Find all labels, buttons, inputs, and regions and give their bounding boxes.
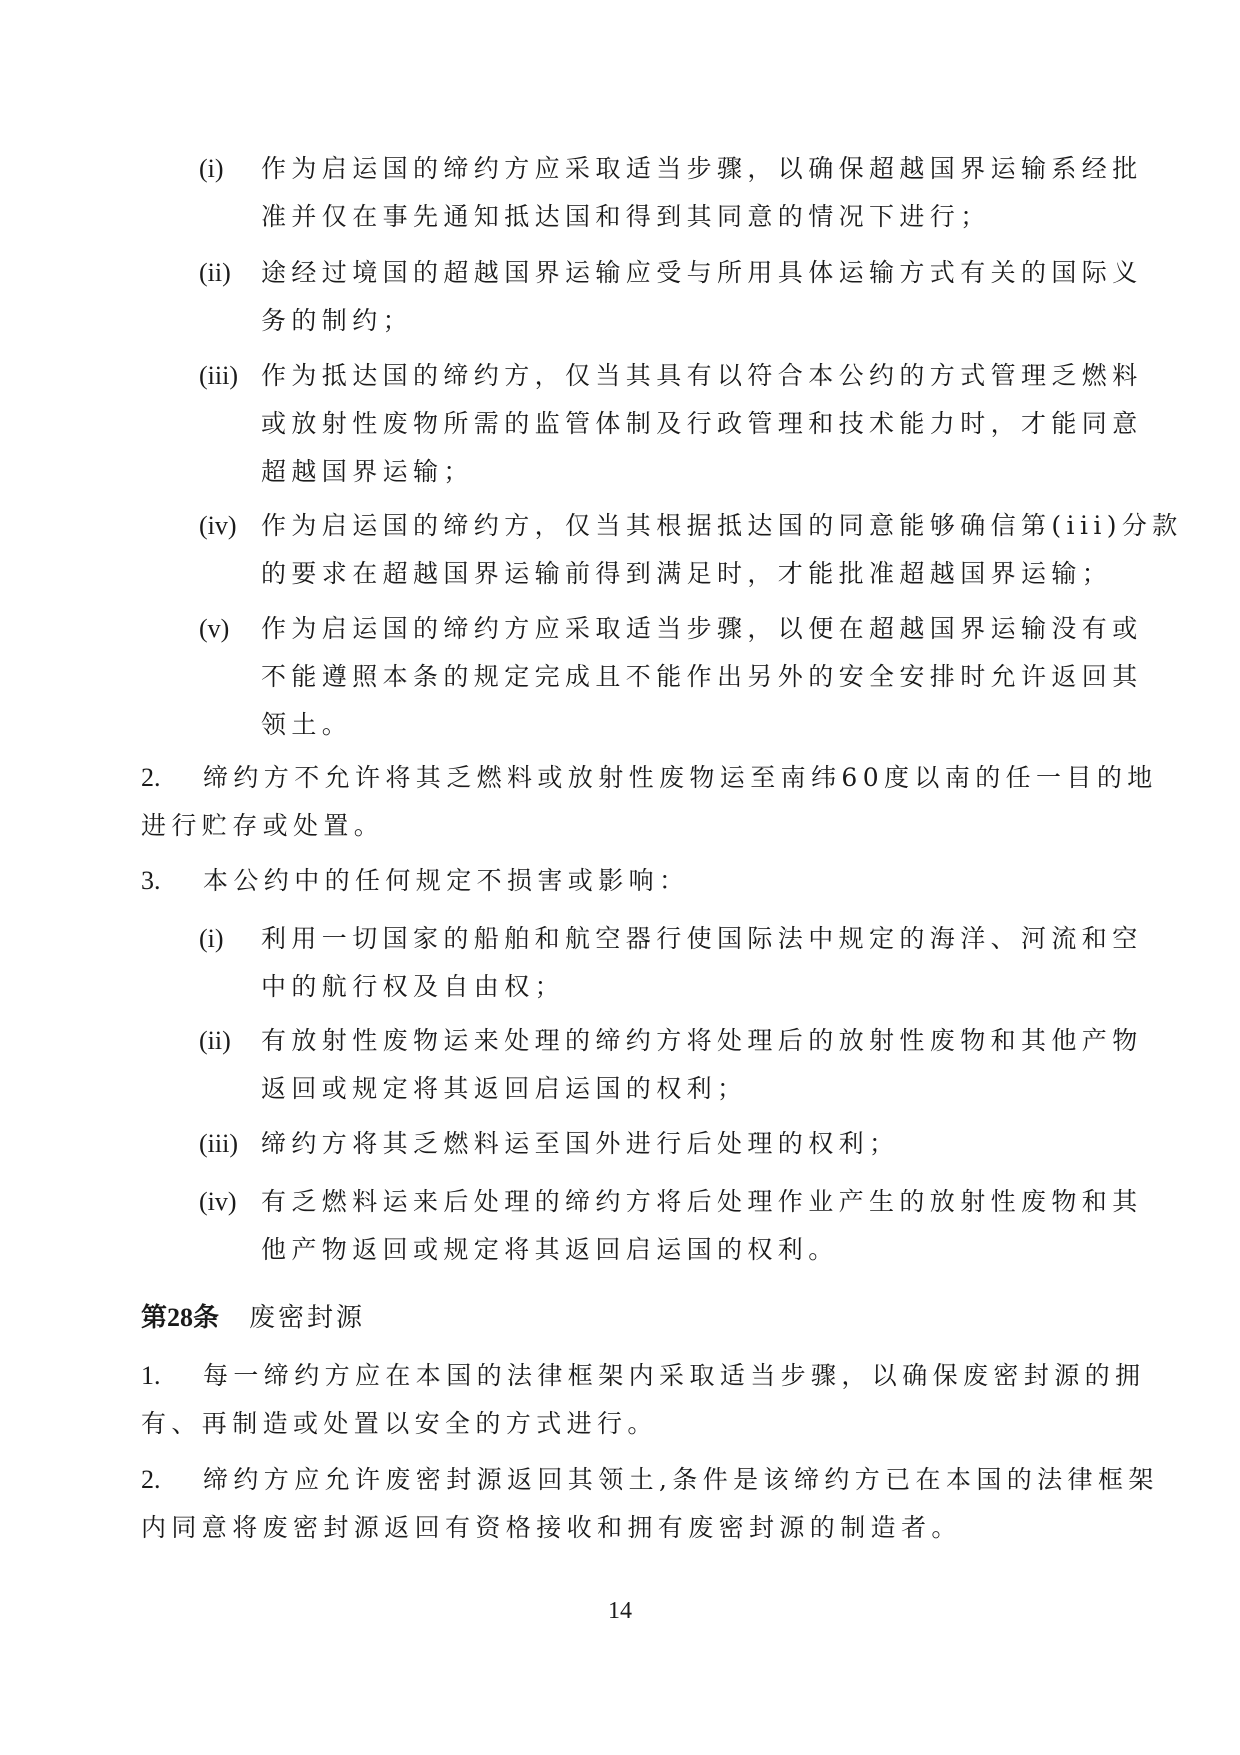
- text-line: 作为启运国的缔约方应采取适当步骤，以确保超越国界运输系经批: [261, 154, 1143, 183]
- paragraph-number: 2.: [141, 763, 161, 792]
- subitem-text: [261, 502, 1183, 598]
- text-line: 缔约方将其乏燃料运至国外进行后处理的权利；: [261, 1129, 900, 1158]
- article-number: 第28条: [141, 1303, 220, 1332]
- text-line: 利用一切国家的船舶和航空器行使国际法中规定的海洋、河流和空: [261, 924, 1143, 953]
- text-line: 途经过境国的超越国界运输应受与所用具体运输方式有关的国际义: [261, 258, 1143, 287]
- subitem-marker: (iii): [199, 361, 238, 390]
- text-line: 作为抵达国的缔约方，仅当其具有以符合本公约的方式管理乏燃料: [261, 361, 1143, 390]
- text-line: 的要求在超越国界运输前得到满足时，才能批准超越国界运输；: [261, 559, 1113, 588]
- subitem-marker: (iv): [199, 511, 237, 540]
- text-line: 超越国界运输；: [261, 457, 474, 486]
- text-line: 有、再制造或处置以安全的方式进行。: [141, 1409, 658, 1438]
- text-line: 作为启运国的缔约方应采取适当步骤，以便在超越国界运输没有或: [261, 614, 1143, 643]
- text-line: 或放射性废物所需的监管体制及行政管理和技术能力时，才能同意: [261, 409, 1143, 438]
- subitem-text: [261, 605, 1143, 749]
- subitem-marker: (ii): [199, 258, 231, 287]
- subitem-text: [261, 352, 1143, 496]
- paragraph-number: 2.: [141, 1465, 161, 1494]
- subitem-text: [261, 145, 1143, 241]
- article-title: 废密封源: [249, 1303, 366, 1333]
- subitem-marker: (ii): [199, 1026, 231, 1055]
- text-line: 返回或规定将其返回启运国的权利；: [261, 1074, 748, 1103]
- text-line: 缔约方应允许废密封源返回其领土,条件是该缔约方已在本国的法律框架: [203, 1465, 1159, 1494]
- subitem-text: [261, 1120, 899, 1168]
- subitem-marker: (i): [199, 924, 224, 953]
- text-line: 务的制约；: [261, 306, 414, 335]
- text-line: 领土。: [261, 710, 353, 739]
- article-heading: [141, 1294, 365, 1342]
- paragraph-number: 3.: [141, 866, 161, 895]
- text-line: 准并仅在事先通知抵达国和得到其同意的情况下进行；: [261, 202, 991, 231]
- subitem-text: [261, 915, 1143, 1011]
- subitem-marker: (iv): [199, 1187, 237, 1216]
- text-line: 有放射性废物运来处理的缔约方将处理后的放射性废物和其他产物: [261, 1026, 1143, 1055]
- text-line: 不能遵照本条的规定完成且不能作出另外的安全安排时允许返回其: [261, 662, 1143, 691]
- subitem-text: [261, 1178, 1143, 1274]
- paragraph-number: 1.: [141, 1361, 161, 1390]
- text-line: 每一缔约方应在本国的法律框架内采取适当步骤，以确保废密封源的拥: [203, 1361, 1146, 1390]
- subitem-text: [261, 249, 1143, 345]
- subitem-marker: (i): [199, 154, 224, 183]
- page-number: 14: [608, 1598, 632, 1624]
- text-line: 内同意将废密封源返回有资格接收和拥有废密封源的制造者。: [141, 1513, 962, 1542]
- subitem-marker: (v): [199, 614, 230, 643]
- text-line: 进行贮存或处置。: [141, 811, 385, 840]
- text-line: 本公约中的任何规定不损害或影响：: [203, 866, 690, 895]
- text-line: 有乏燃料运来后处理的缔约方将后处理作业产生的放射性废物和其: [261, 1187, 1143, 1216]
- text-line: 缔约方不允许将其乏燃料或放射性废物运至南纬60度以南的任一目的地: [203, 763, 1158, 792]
- subitem-text: [261, 1017, 1143, 1113]
- text-line: 作为启运国的缔约方，仅当其根据抵达国的同意能够确信第(iii)分款: [261, 511, 1183, 540]
- text-line: 中的航行权及自由权；: [261, 972, 566, 1001]
- subitem-marker: (iii): [199, 1129, 238, 1158]
- text-line: 他产物返回或规定将其返回启运国的权利。: [261, 1235, 839, 1264]
